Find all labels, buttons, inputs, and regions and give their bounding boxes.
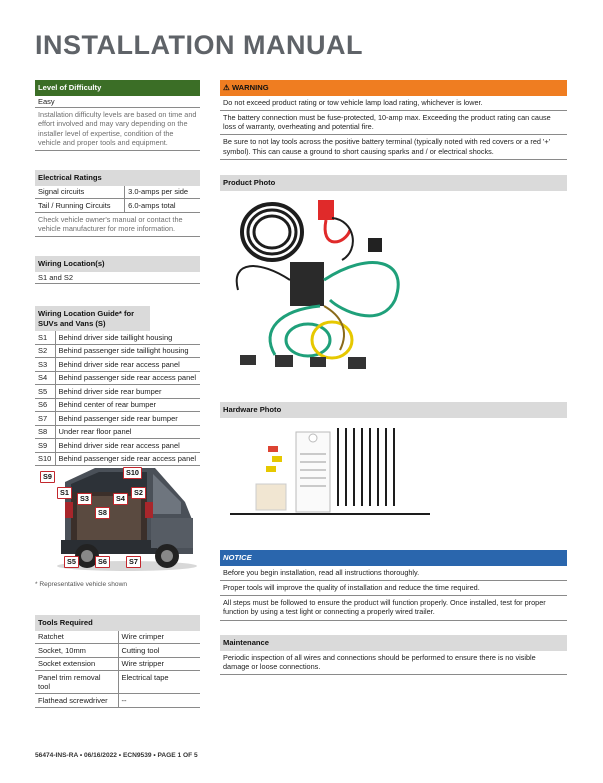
warning-header xyxy=(220,80,567,96)
electrical-value: 6.0-amps total xyxy=(125,199,200,213)
notice-line: Proper tools will improve the quality of installation and reduce the time required. xyxy=(220,581,567,596)
difficulty-section xyxy=(35,80,200,151)
wiring-guide-section xyxy=(35,306,200,466)
guide-desc: Behind passenger side taillight housing xyxy=(55,344,200,358)
electrical-table xyxy=(35,186,200,213)
wiring-location-section xyxy=(35,256,200,284)
hardware-photo xyxy=(220,418,567,528)
warning-section xyxy=(220,80,567,160)
table-row xyxy=(35,412,200,426)
guide-code: S1 xyxy=(35,331,55,344)
table-row xyxy=(35,371,200,385)
table-row xyxy=(35,425,200,439)
table-row xyxy=(35,344,200,358)
callout-s5: S5 xyxy=(64,556,79,568)
electrical-note: Check vehicle owner's manual or contact the vehicle manufacturer for more information. xyxy=(35,213,200,238)
tool-item: Panel trim removal tool xyxy=(35,671,118,694)
table-row xyxy=(35,331,200,344)
notice-section xyxy=(220,550,567,621)
tools-section xyxy=(35,615,200,708)
tool-item: Cutting tool xyxy=(118,644,200,658)
wiring-location-header: Wiring Location(s) xyxy=(35,256,200,272)
electrical-value: 3.0-amps per side xyxy=(125,186,200,199)
tools-header: Tools Required xyxy=(35,615,200,631)
guide-code: S9 xyxy=(35,439,55,453)
table-row xyxy=(35,199,200,213)
difficulty-level: Easy xyxy=(35,96,200,109)
maintenance-header: Maintenance xyxy=(220,635,567,651)
tool-item: Electrical tape xyxy=(118,671,200,694)
callout-s9: S9 xyxy=(40,471,55,483)
vehicle-illustration xyxy=(35,462,200,574)
electrical-section xyxy=(35,170,200,237)
warning-line: Be sure to not lay tools across the positive battery terminal (typically noted with red covers or a red '+' symbol). This can cause a ground to short causing sparks and / or electrical shocks. xyxy=(220,135,567,160)
page-title: INSTALLATION MANUAL xyxy=(35,30,363,60)
electrical-label: Tail / Running Circuits xyxy=(35,199,125,213)
maintenance-section xyxy=(220,635,567,675)
table-row xyxy=(35,644,200,658)
callout-s6: S6 xyxy=(95,556,110,568)
tool-item: Ratchet xyxy=(35,631,118,644)
vehicle-caption: * Representative vehicle shown xyxy=(35,581,127,588)
guide-code: S3 xyxy=(35,358,55,372)
warning-line: The battery connection must be fuse-protected, 10-amp max. Exceeding the product rating can cause loss of warranty, overheating and potential fire. xyxy=(220,111,567,136)
callout-s8: S8 xyxy=(95,507,110,519)
warning-triangle-icon: ⚠ xyxy=(223,83,230,92)
guide-desc: Behind passenger side rear access panel xyxy=(55,452,200,466)
wiring-harness-image xyxy=(220,190,567,385)
callout-s1: S1 xyxy=(57,487,72,499)
guide-desc: Behind driver side rear access panel xyxy=(55,439,200,453)
guide-desc: Behind driver side rear access panel xyxy=(55,358,200,372)
difficulty-header: Level of Difficulty xyxy=(35,80,200,96)
callout-s4: S4 xyxy=(113,493,128,505)
notice-line: Before you begin installation, read all instructions thoroughly. xyxy=(220,566,567,581)
guide-code: S2 xyxy=(35,344,55,358)
guide-desc: Behind driver side rear bumper xyxy=(55,385,200,399)
table-row xyxy=(35,439,200,453)
table-row xyxy=(35,657,200,671)
product-photo xyxy=(220,190,567,385)
notice-header: NOTICE xyxy=(220,550,567,566)
guide-desc: Behind driver side taillight housing xyxy=(55,331,200,344)
product-photo-section xyxy=(220,175,567,191)
table-row xyxy=(35,385,200,399)
warning-title: WARNING xyxy=(231,83,269,92)
callout-s7: S7 xyxy=(126,556,141,568)
guide-desc: Behind center of rear bumper xyxy=(55,398,200,412)
vehicle-drawing xyxy=(35,462,200,574)
table-row xyxy=(35,631,200,644)
hardware-photo-section xyxy=(220,402,567,418)
wiring-guide-header: Wiring Location Guide* for SUVs and Vans (S) xyxy=(35,306,150,331)
guide-code: S7 xyxy=(35,412,55,426)
tool-item: Socket, 10mm xyxy=(35,644,118,658)
tools-table xyxy=(35,631,200,708)
table-row xyxy=(35,694,200,708)
callout-s2: S2 xyxy=(131,487,146,499)
callout-s3: S3 xyxy=(77,493,92,505)
notice-line: All steps must be followed to ensure the product will function properly. Once installed, test for proper function by using a test light or connecting a properly wired trailer. xyxy=(220,596,567,621)
table-row xyxy=(35,358,200,372)
guide-desc: Behind passenger side rear access panel xyxy=(55,371,200,385)
hardware-photo-header: Hardware Photo xyxy=(220,402,567,418)
guide-code: S6 xyxy=(35,398,55,412)
wiring-guide-table xyxy=(35,331,200,466)
wiring-location-value: S1 and S2 xyxy=(35,272,200,285)
guide-code: S5 xyxy=(35,385,55,399)
tool-item: Flathead screwdriver xyxy=(35,694,118,708)
guide-code: S4 xyxy=(35,371,55,385)
tool-item: Wire crimper xyxy=(118,631,200,644)
guide-code: S8 xyxy=(35,425,55,439)
tool-item: -- xyxy=(118,694,200,708)
guide-desc: Under rear floor panel xyxy=(55,425,200,439)
page-footer: 56474-INS-RA • 06/16/2022 • ECN9539 • PAGE 1 OF 5 xyxy=(35,752,198,759)
table-row xyxy=(35,398,200,412)
table-row xyxy=(35,671,200,694)
difficulty-description: Installation difficulty levels are based on time and effort involved and may vary depending on the installer level of expertise, condition of the vehicle and proper tools and equipment. xyxy=(35,108,200,151)
electrical-label: Signal circuits xyxy=(35,186,125,199)
warning-line: Do not exceed product rating or tow vehicle lamp load rating, whichever is lower. xyxy=(220,96,567,111)
callout-s10: S10 xyxy=(123,467,142,479)
tool-item: Socket extension xyxy=(35,657,118,671)
maintenance-text: Periodic inspection of all wires and connections should be performed to ensure there is no visible damage or loose connections. xyxy=(220,651,567,676)
electrical-header: Electrical Ratings xyxy=(35,170,200,186)
hardware-image xyxy=(220,418,567,528)
tool-item: Wire stripper xyxy=(118,657,200,671)
table-row xyxy=(35,186,200,199)
product-photo-header: Product Photo xyxy=(220,175,567,191)
guide-desc: Behind passenger side rear bumper xyxy=(55,412,200,426)
guide-code: S10 xyxy=(35,452,55,466)
